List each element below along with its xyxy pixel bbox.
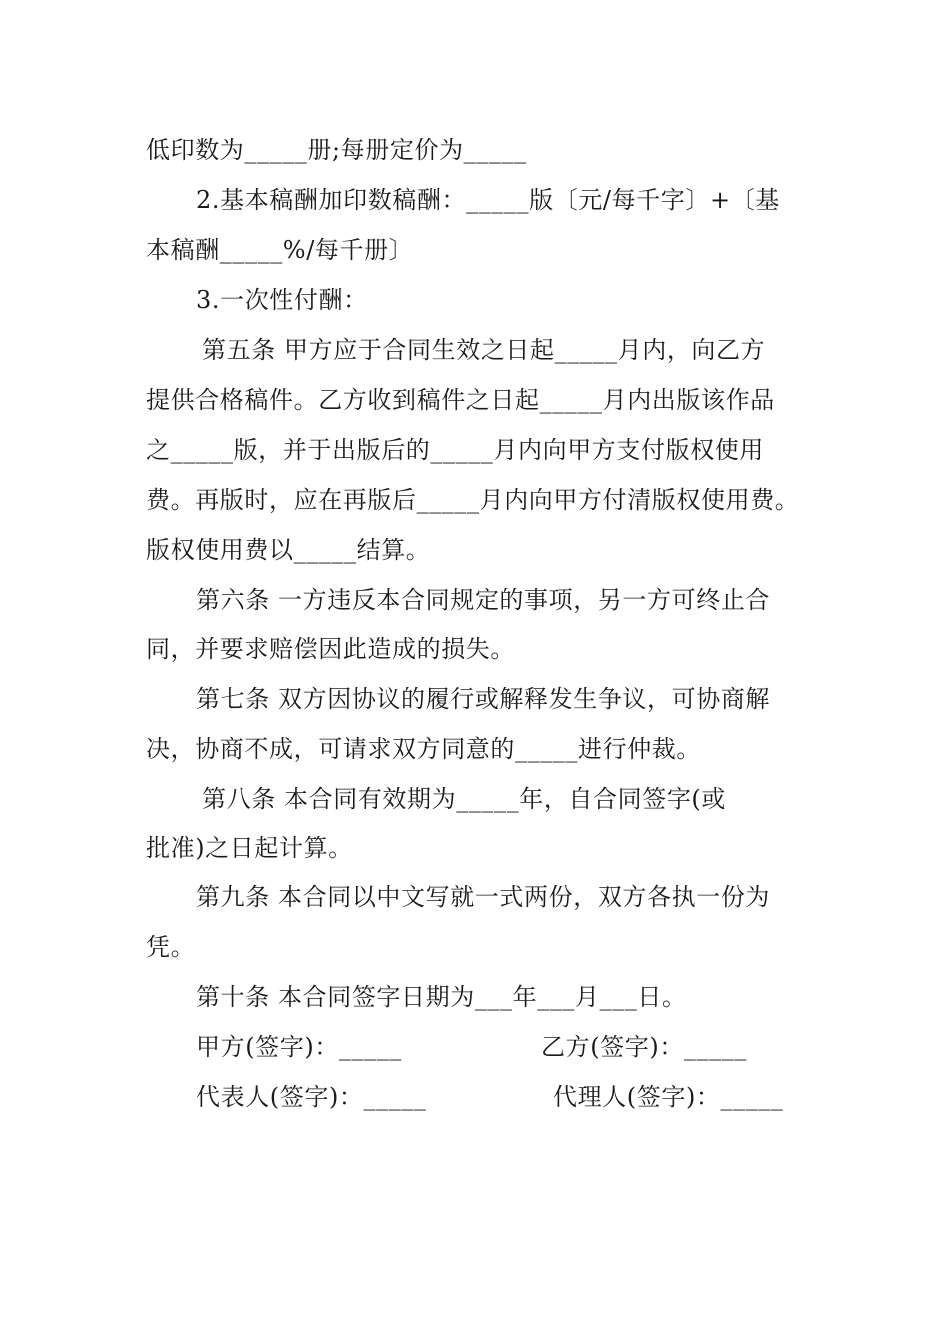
clause-8: 第八条 本合同有效期为_____年，自合同签字(或: [202, 785, 726, 813]
clause-6: 第六条 一方违反本合同规定的事项，另一方可终止合: [196, 586, 771, 614]
text-line: 批准)之日起计算。: [146, 834, 353, 862]
signature-representative: 代表人(签字)：_____: [196, 1083, 427, 1111]
text-line: 同，并要求赔偿因此造成的损失。: [146, 635, 515, 663]
text-line: 低印数为_____册;每册定价为_____: [146, 136, 527, 164]
text-line: 凭。: [146, 933, 196, 961]
signature-agent: 代理人(签字)：_____: [553, 1083, 784, 1111]
text-line: 之_____版，并于出版后的_____月内向甲方支付版权使用: [146, 436, 764, 464]
clause-9: 第九条 本合同以中文写就一式两份，双方各执一份为: [196, 883, 771, 911]
clause-5: 第五条 甲方应于合同生效之日起_____月内，向乙方: [202, 336, 766, 364]
text-line: 费。再版时，应在再版后_____月内向甲方付清版权使用费。: [146, 486, 800, 514]
text-line: 本稿酬_____%/每千册〕: [146, 236, 414, 264]
text-line: 3.一次性付酬：: [196, 286, 368, 314]
signature-party-b: 乙方(签字)：_____: [541, 1033, 747, 1061]
text-line: 2.基本稿酬加印数稿酬：_____版〔元/每千字〕+〔基: [196, 186, 780, 214]
clause-7: 第七条 双方因协议的履行或解释发生争议，可协商解: [196, 685, 771, 713]
text-line: 决，协商不成，可请求双方同意的_____进行仲裁。: [146, 735, 701, 763]
clause-10: 第十条 本合同签字日期为___年___月___日。: [196, 983, 687, 1011]
text-line: 版权使用费以_____结算。: [146, 536, 431, 564]
text-line: 提供合格稿件。乙方收到稿件之日起_____月内出版该作品: [146, 386, 775, 414]
signature-party-a: 甲方(签字)：_____: [196, 1033, 402, 1061]
